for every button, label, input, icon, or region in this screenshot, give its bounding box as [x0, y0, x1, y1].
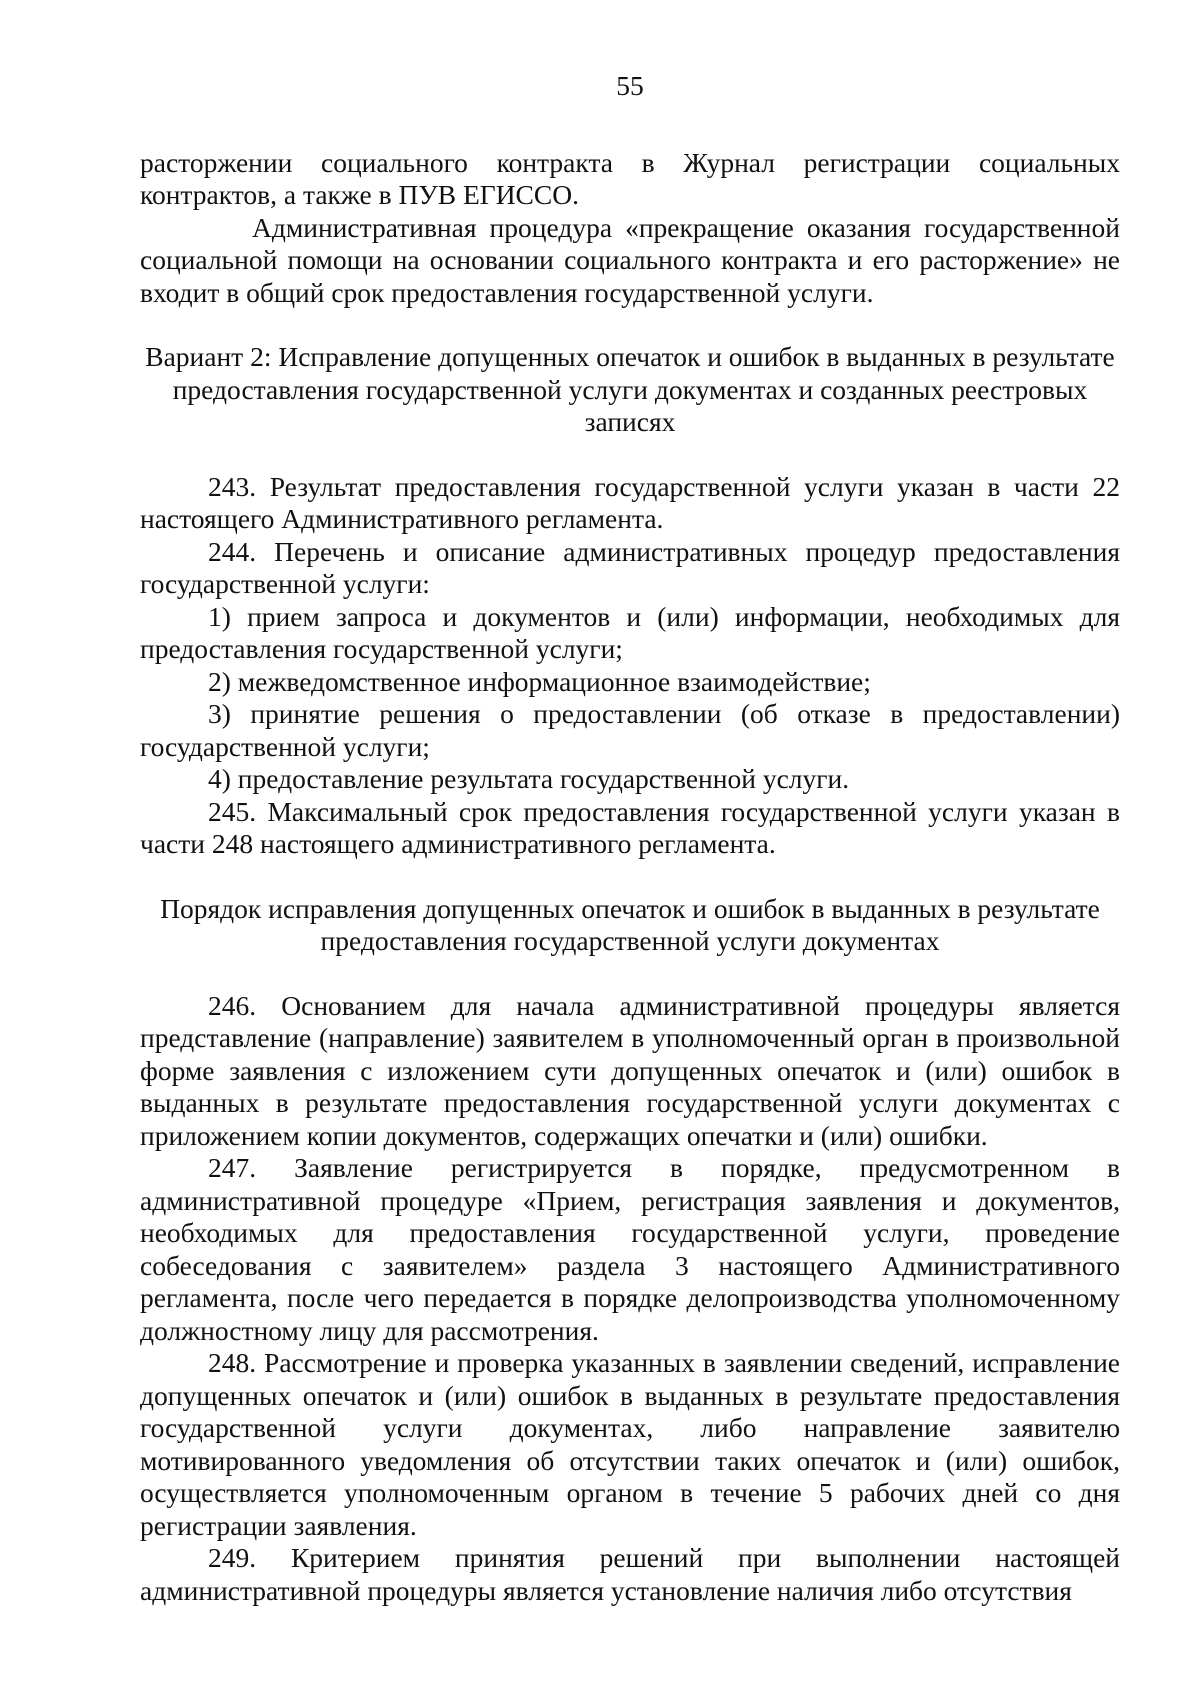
- paragraph-243: 243. Результат предоставления государственной услуги указан в части 22 настоящего Административного регламента.: [140, 470, 1120, 534]
- paragraph-244: 244. Перечень и описание административных процедур предоставления государственной услуги:: [140, 535, 1120, 599]
- list-item-244-2: 2) межведомственное информационное взаимодействие;: [208, 665, 871, 697]
- document-page: [140, 70, 1120, 1607]
- paragraph-continuation: расторжении социального контракта в Журнал регистрации социальных контрактов, а также в ПУВ ЕГИССО.: [140, 146, 1120, 210]
- heading-variant-2: Вариант 2: Исправление допущенных опечаток и ошибок в выданных в результате предоставления государственной услуги документах и созданных реестровых записях: [145, 341, 1115, 437]
- paragraph-procedure-note: Административная процедура «прекращение оказания государственной социальной помощи на основании социального контракта и его расторжение» не входит в общий срок предоставления государственной услуги.: [140, 211, 1120, 308]
- page-number: 55: [616, 70, 644, 101]
- list-item-244-3: 3) принятие решения о предоставлении (об отказе в предоставлении) государственной услуги;: [140, 698, 1120, 762]
- list-item-244-1: 1) прием запроса и документов и (или) информации, необходимых для предоставления государственной услуги;: [140, 600, 1120, 664]
- heading-correction-order: Порядок исправления допущенных опечаток и ошибок в выданных в результате предоставления государственной услуги документах: [160, 892, 1100, 956]
- paragraph-248: 248. Рассмотрение и проверка указанных в заявлении сведений, исправление допущенных опечаток и (или) ошибок в выданных в результате предоставления государственной услуги документах, либо направление заявителю мотивированного уведомления об отсутствии таких опечаток и (или) ошибок, осуществляется уполномоченным органом в течение 5 рабочих дней со дня регистрации заявления.: [140, 1347, 1120, 1541]
- paragraph-246: 246. Основанием для начала административной процедуры является представление (направление) заявителем в уполномоченный орган в произвольной форме заявления с изложением сути допущенных опечаток и (или) ошибок в выданных в результате предоставления государственной услуги документах с приложением копии документов, содержащих опечатки и (или) ошибки.: [140, 989, 1120, 1151]
- paragraph-245: 245. Максимальный срок предоставления государственной услуги указан в части 248 настоящего административного регламента.: [140, 795, 1120, 859]
- list-item-244-4: 4) предоставление результата государственной услуги.: [208, 763, 850, 794]
- paragraph-247: 247. Заявление регистрируется в порядке, предусмотренном в административной процедуре «Прием, регистрация заявления и документов, необходимых для предоставления государственной услуги, проведение собеседования с заявителем» раздела 3 настоящего Административного регламента, после чего передается в порядке делопроизводства уполномоченному должностному лицу для рассмотрения.: [140, 1152, 1120, 1346]
- paragraph-249: 249. Критерием принятия решений при выполнении настоящей административной процедуры является установление наличия либо отсутствия: [140, 1542, 1120, 1606]
